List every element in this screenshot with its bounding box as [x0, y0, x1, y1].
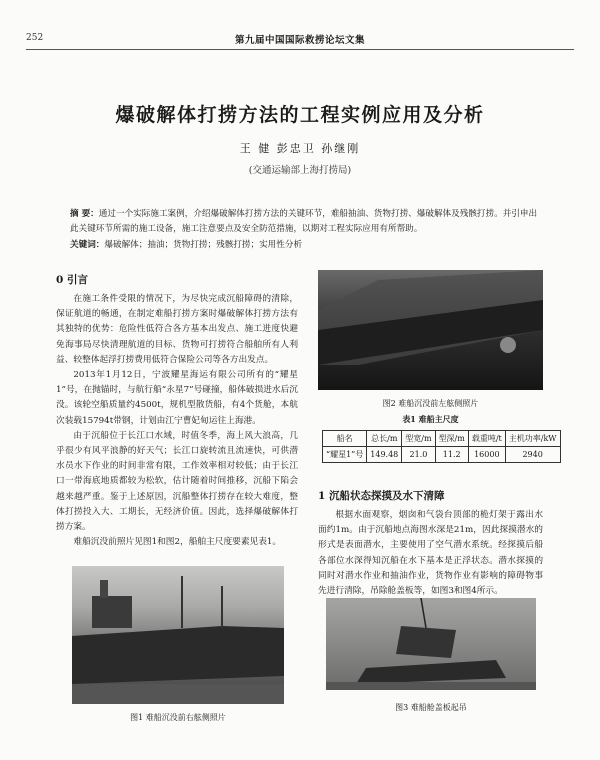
article-affiliation: (交通运输部上海打捞局) — [248, 165, 352, 176]
keywords — [70, 238, 538, 253]
table-header-cell: 载重吨/t — [468, 431, 505, 447]
table-header-cell: 总长/m — [367, 431, 402, 447]
hatch-cover-lift-icon — [326, 598, 536, 690]
table-cell: 11.2 — [435, 447, 468, 463]
figure-1-caption: 图1 难船沉没前右舷侧照片 — [130, 713, 226, 722]
table-header-cell: 型深/m — [435, 431, 468, 447]
intro-paragraph-1: 在施工条件受限的情况下，为尽快完成沉船障碍的清除，保证航道的畅通，在制定难船打捞方案时爆破解体打捞方法有其独特的优势：危险性低符合各方基本出发点、施工进度快避免海事局尽快清理航道的目标、货物可打捞符合船舶所有人利益、较整体起浮打捞费用低符合保险公司等各方出发点。 — [56, 294, 298, 365]
table-cell: 149.48 — [367, 447, 402, 463]
section-1-paragraph: 根据水面观察，烟囱和气袋台顶部的桅灯架于露出水面约1m。由于沉船地点海图水深是21m，因此探摸潜水的形式是表面潜水，主要使用了空气潜水系统。经探摸后船各部位水深得知沉船在水下基本是正浮状态。潜水探摸的同时对潜水作业和抽油作业，货物作业有影响的障碍物事先进行清除，吊除舱盖板等，如图3和图4所示。 — [318, 510, 543, 597]
intro-paragraph-3: 由于沉船位于长江口水域，时值冬季，海上风大浪高，几乎很少有风平浪静的好天气；长江口旋转流且流速快，可供潜水员水下作业的时间非常有限，工作效率相对较低；由于长江口一带海底地质都较为松软，估计随着时间推移，沉船下陷会越来越严重。鉴于上述原因，沉船整体打捞存在较大难度，整体打捞投入大、工期长，无经济价值。因此，选择爆破解体打捞方案。 — [56, 430, 298, 533]
table-header-cell: 船名 — [323, 431, 367, 447]
left-column-text — [56, 292, 298, 550]
table-header-cell: 主机功率/kW — [505, 431, 560, 447]
abstract-label: 摘 要： — [70, 209, 99, 219]
running-title: 第九届中国国际救捞论坛文集 — [234, 35, 365, 46]
abstract-text: 通过一个实际施工案例，介绍爆破解体打捞方法的关键环节，难船抽油、货物打捞、爆破解体及残骸打捞。并引申出此关键环节所需的施工设备，施工注意要点及安全防范措施，以期对工程实际应用有所帮助。 — [70, 209, 538, 234]
figure-3-caption: 图3 难船舱盖板起吊 — [395, 703, 467, 712]
article-title: 爆破解体打捞方法的工程实例应用及分析 — [115, 104, 485, 126]
ship-silhouette-icon — [72, 566, 284, 704]
table-1 — [322, 430, 561, 463]
table-1-header-row — [323, 431, 561, 447]
figure-3-photo — [326, 598, 536, 690]
section-1-text — [318, 508, 543, 599]
ship-dark-icon — [318, 270, 543, 390]
section-1-heading: 1 沉船状态探摸及水下清障 — [318, 490, 445, 502]
table-cell: 16000 — [468, 447, 505, 463]
table-1-title: 表1 难船主尺度 — [402, 414, 459, 424]
page-number: 252 — [26, 33, 44, 43]
figure-1-photo — [72, 566, 284, 704]
keywords-text: 爆破解体；抽油；货物打捞；残骸打捞；实用性分析 — [104, 240, 303, 250]
intro-paragraph-4: 难船沉没前照片见图1和图2，船舶主尺度要素见表1。 — [73, 537, 282, 548]
table-row — [323, 447, 561, 463]
figure-2-photo — [318, 270, 543, 390]
article-authors: 王 健 彭忠卫 孙继刚 — [239, 142, 361, 155]
section-0-heading: 0 引言 — [56, 274, 88, 286]
table-cell: 21.0 — [402, 447, 435, 463]
figure-2-caption: 图2 难船沉没前左舷侧照片 — [382, 399, 479, 408]
keywords-label: 关键词： — [70, 240, 105, 250]
intro-paragraph-2: 2013年1月12日，宁波耀星海运有限公司所有的“耀星1”号，在抛锚时，与航行船“永星7”号碰撞，船体破损进水后沉没。该轮空船质量约4500t，规机型散货船，有4个货舱，本航次装载15794t带钢，计划由江宁曹妃甸运往上海港。 — [56, 370, 298, 426]
table-header-cell: 型宽/m — [402, 431, 435, 447]
table-cell: 2940 — [505, 447, 560, 463]
header-rule — [26, 49, 574, 50]
table-cell: “耀星1”号 — [323, 447, 367, 463]
abstract — [70, 207, 538, 237]
